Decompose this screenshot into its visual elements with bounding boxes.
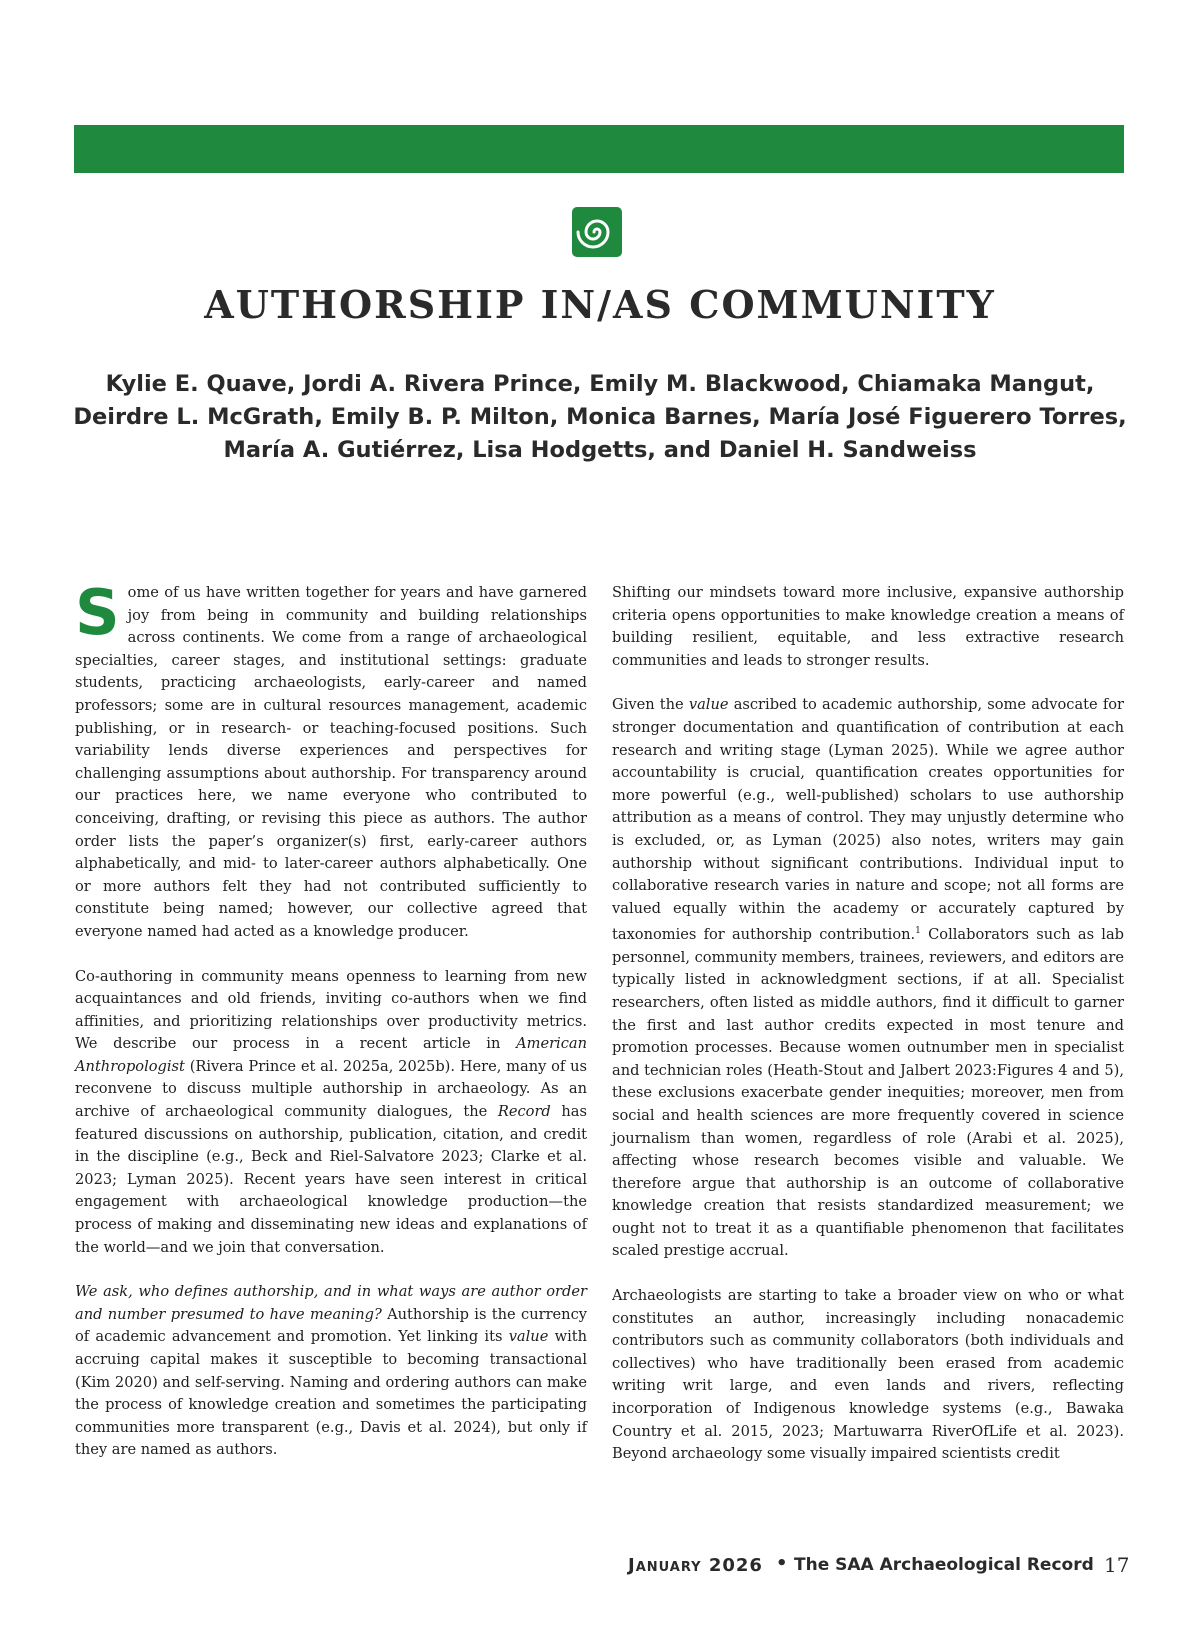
paragraph-text: ome of us have written together for years and have garnered joy from being in community and building relationships across continents. We come from a range of archaeological specialties, career stages, and institutional settings: graduate students, practicing archaeologists, early-career and named professors; some are in cultural resources management, academic publishing, or in research- or teaching-focused positions. Such variability lends diverse experiences and perspectives for challenging assumptions about authorship. For transparency around our practices here, we name everyone who contributed to conceiving, drafting, or revising this piece as authors. The author order lists the paper’s organizer(s) first, early-career authors alphabetically, and mid- to later-career authors alphabetically. One or more authors felt they had not contributed sufficiently to constitute being named; however, our collective agreed that everyone named had acted as a knowledge producer.	[75, 584, 587, 940]
paragraph-text: ascribed to academic authorship, some advocate for stronger documentation and quantification of contribution at each research and writing stage (Lyman 2025). While we agree author accountability is crucial, quantification creates opportunities for more powerful (e.g., well-published) scholars to use authorship attribution as a means of control. They may unjustly determine who is excluded, or, as Lyman (2025) also notes, writers may gain authorship without significant contributions. Individual input to collaborative research varies in nature and scope; not all forms are valued equally within the academy or accurately captured by taxonomies for authorship contribution.	[612, 696, 1124, 944]
author-line: Deirdre L. McGrath, Emily B. P. Milton, Monica Barnes, María José Figuerero Torres,	[73, 404, 1127, 430]
paragraph-text: Collaborators such as lab personnel, community members, trainees, reviewers, and editors are typically listed in acknowledgment sections, if at all. Specialist researchers, often listed as middle authors, find it difficult to garner the first and last author credits expected in most tenure and promotion processes. Because women outnumber men in specialist and technician roles (Heath-Stout and Jalbert 2023:Figures 4 and 5), these exclusions exacerbate gender inequities; moreover, men from social and health sciences are more frequently covered in science journalism than women, regardless of role (Arabi et al. 2025), affecting whose research becomes visible and valuable. We therefore argue that authorship is an outcome of collaborative knowledge creation that resists standardized measurement; we ought not to treat it as a quantifiable phenomenon that facilitates scaled prestige accrual.	[612, 926, 1124, 1260]
header-accent-bar	[74, 125, 1124, 173]
paragraph-text: Authorship is the currency of academic advancement and promotion. Yet linking its	[75, 1305, 587, 1346]
research-question: We ask, who defines authorship, and in what ways are author order and number presumed to have meaning?	[75, 1283, 587, 1323]
author-line: Kylie E. Quave, Jordi A. Rivera Prince, Emily M. Blackwood, Chiamaka Mangut,	[105, 371, 1095, 397]
author-line: María A. Gutiérrez, Lisa Hodgetts, and Daniel H. Sandweiss	[223, 437, 977, 463]
page-number: 17	[1104, 1553, 1130, 1577]
paragraph	[75, 576, 587, 944]
paragraph	[75, 1281, 587, 1462]
author-list	[60, 368, 1140, 467]
spiral-icon	[570, 205, 624, 259]
issue-date: January 2026	[628, 1555, 763, 1576]
emphasis: value	[508, 1328, 549, 1346]
page-footer	[620, 1553, 1130, 1583]
paragraph: Archaeologists are starting to take a broader view on who or what constitutes an author, increasingly including nonacademic contributors such as community collaborators (both individuals and collectives) who have traditionally been erased from academic writing writ large, and even lands and rivers, reflecting incorporation of Indigenous knowledge systems (e.g., Bawaka Country et al. 2015, 2023; Martuwarra RiverOfLife et al. 2023). Beyond archaeology some visually impaired scientists credit	[612, 1287, 1124, 1463]
paragraph	[75, 966, 587, 1260]
journal-title: The SAA Archaeological Record	[794, 1555, 1094, 1575]
right-column	[612, 582, 1124, 1488]
paragraph: Shifting our mindsets toward more inclusive, expansive authorship criteria opens opportunities to make knowledge creation a means of building resilient, equitable, and less extractive research communities and leads to stronger results.	[612, 584, 1124, 669]
journal-name: Record	[497, 1103, 551, 1121]
journal-name: American Anthropologist	[75, 1035, 587, 1075]
paragraph-text: Given the	[612, 696, 689, 714]
footer-separator: •	[776, 1553, 788, 1574]
footnote-marker[interactable]: 1	[915, 926, 921, 937]
drop-cap: S	[75, 576, 120, 649]
left-column	[75, 576, 588, 1484]
emphasis: value	[688, 696, 729, 714]
paragraph-text: (Rivera Prince et al. 2025a, 2025b). Here, many of us reconvene to discuss multiple authorship in archaeology. As an archive of archaeological community dialogues, the	[75, 1057, 587, 1121]
paragraph-text: has featured discussions on authorship, publication, citation, and credit in the discipline (e.g., Beck and Riel-Salvatore 2023; Clarke et al. 2023; Lyman 2025). Recent years have seen interest in critical engagement with archaeological knowledge production—the process of making and disseminating new ideas and explanations of the world—and we join that conversation.	[75, 1103, 587, 1256]
paragraph-text: Co-authoring in community means openness to learning from new acquaintances and old friends, inviting co-authors when we find affinities, and prioritizing relationships over productivity metrics. We describe our process in a recent article in	[75, 967, 587, 1053]
article-title: AUTHORSHIP IN/AS COMMUNITY	[204, 282, 996, 327]
paragraph-text: with accruing capital makes it susceptible to becoming transactional (Kim 2020) and self-serving. Naming and ordering authors can make the process of knowledge creation and sometimes the participating communities more transparent (e.g., Davis et al. 2024), but only if they are named as authors.	[75, 1328, 588, 1459]
paragraph	[612, 694, 1124, 1263]
